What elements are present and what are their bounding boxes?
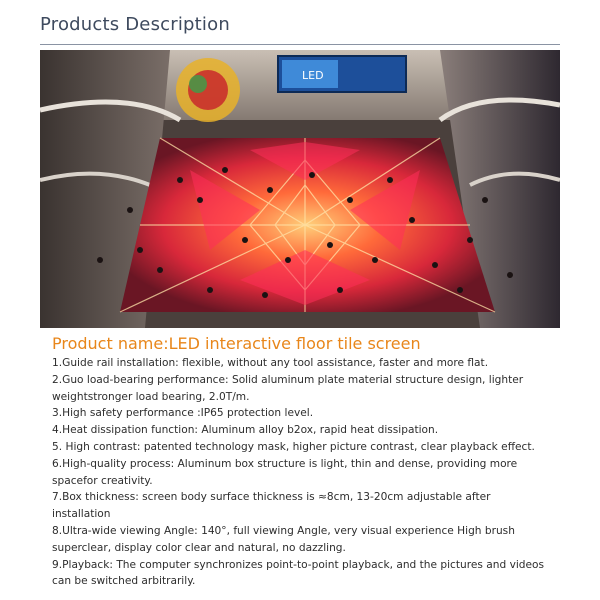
screen-text: LED	[302, 69, 324, 82]
list-item: 1.Guide rail installation: flexible, without any tool assistance, faster and more flat.	[52, 357, 489, 369]
list-item: 7.Box thickness: screen body surface thickness is ≈8cm, 13-20cm adjustable after installation	[52, 491, 491, 521]
section-title: Products Description	[40, 14, 230, 35]
feature-list	[52, 355, 552, 590]
list-item: 6.High-quality process: Aluminum box structure is light, thin and dense, providing more spacefor creativity.	[52, 457, 518, 487]
list-item: 9.Playback: The computer synchronizes point-to-point playback, and the pictures and videos can be switched arbitrarily.	[52, 558, 545, 588]
section-divider	[40, 44, 560, 45]
list-item: 3.High safety performance :IP65 protection level.	[52, 407, 314, 420]
list-item: 5. High contrast: patented technology mask, higher picture contrast, clear playback effect.	[52, 440, 535, 453]
list-item: 4.Heat dissipation function: Aluminum alloy b2ox, rapid heat dissipation.	[52, 424, 439, 437]
product-photo	[40, 50, 560, 328]
product-name: Product name:LED interactive floor tile screen	[52, 334, 421, 353]
list-item: 2.Guo load-bearing performance: Solid aluminum plate material structure design, lighter weightstronger load bearing, 2.0T/m.	[52, 373, 524, 403]
mall-floor-illustration	[40, 50, 560, 328]
list-item: 8.Ultra-wide viewing Angle: 140°, full viewing Angle, very visual experience High brush superclear, display color clear and natural, no dazzling.	[52, 524, 515, 554]
